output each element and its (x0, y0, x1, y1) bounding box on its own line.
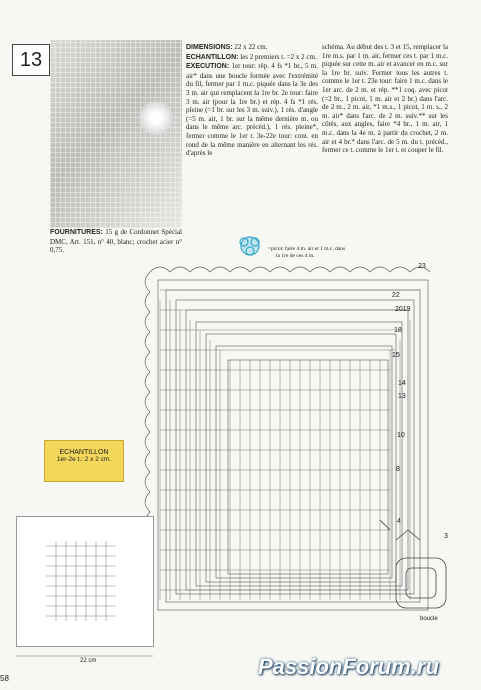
row-label: 8 (396, 466, 400, 473)
echantillon-value: les 2 premiers t. =2 x 2 cm. (240, 52, 317, 61)
dimensions-heading: DIMENSIONS: (186, 44, 233, 51)
row-label: 4 (397, 518, 401, 525)
row-label: 13 (398, 393, 406, 400)
footnote-line-1: =picot: faire 4 m. air et 1 m.c. dans (268, 246, 346, 252)
row-label: 22 (392, 292, 400, 299)
execution-heading: EXECUTION: (186, 63, 230, 71)
fournitures-text: 15 g de Cordonnet Spécial DMC, Art. 151, n° 40, blanc; crochet acier n° 0,75. (50, 228, 183, 255)
row-label: 14 (398, 380, 406, 387)
fournitures-heading: FOURNITURES: (50, 229, 103, 236)
footnote-line-2: la 1re de ces 4 m. (276, 253, 315, 259)
sample-box (44, 440, 124, 482)
sample-subtitle: 1er-2e t.: 2 x 2 cm. (56, 456, 112, 463)
echantillon-heading: ECHANTILLON: (186, 53, 239, 61)
row-label: 15 (392, 352, 400, 359)
row-label: 10 (397, 432, 405, 439)
preview-grid (16, 516, 154, 658)
row-label: 23 (418, 263, 426, 270)
pattern-number: 13 (12, 44, 50, 76)
sample-title: ECHANTILLON (59, 449, 109, 456)
size-label: 22 cm (80, 658, 97, 664)
watermark: PassionForum.ru (258, 654, 439, 679)
execution-text: 1er tour: rép. 4 fs *1 br., 5 m. air* dans une boucle formée avec l'extrémité du fil, fermer par 1 m.c. piquée dans la 3e des 3 m. air qui remplacent la 1re br. 2e tour: faire 3 m. air (pour la 1re br.) et rép. 4 fs *1 rés. pleine (=1 br. sur les 3 m. suiv.), 1 rés. d'angle (=5 m. air, 1 br. sur la même dernière m. ou dans le même arc. précéd.), 1 rés. pleine*, fermer comme le 1er t. 3e-22e tour: cont. en rond de la même manière en alternant les rés. d'après le (186, 62, 318, 158)
page-number: 58 (0, 674, 9, 683)
execution-text-cont: schéma. Au début des t. 3 et 15, remplacer la 1re m.s. par 1 m. air, fermer ces t. par 1 m.c. piquée sur cette m. air et avancer en m.c. sur la 1re br. suiv. Fermer tous les autres t. comme le 1er t. 23e tour: faire 1 m.c. dans le 1er arc. de 2 m. et rép. **1 coq. avec picot (=2 br., 1 picot, 1 m. air et 2 br.) dans l'arc. de 2 m., 2 m. air, *1 m.s., 1 picot, 1 m. s., 2 m. air* dans l'arc. de 2 m. suiv.** sur les côtés, aux angles, faire *4 br., 1 m. air, 1 m.c. dans la 4e m. à partir du crochet, 2 m. air et 4 br.* dans l'arc. de 5 m. du t. précéd., fermer ce t. comme le 1er t. et couper le fil. (322, 43, 448, 155)
row-label: 18 (394, 327, 402, 334)
row-label: 2019 (395, 306, 411, 313)
row-label: 3 (444, 533, 448, 540)
dimensions-value: 22 x 22 cm. (234, 43, 268, 51)
boucle-label: boucle (420, 616, 438, 622)
